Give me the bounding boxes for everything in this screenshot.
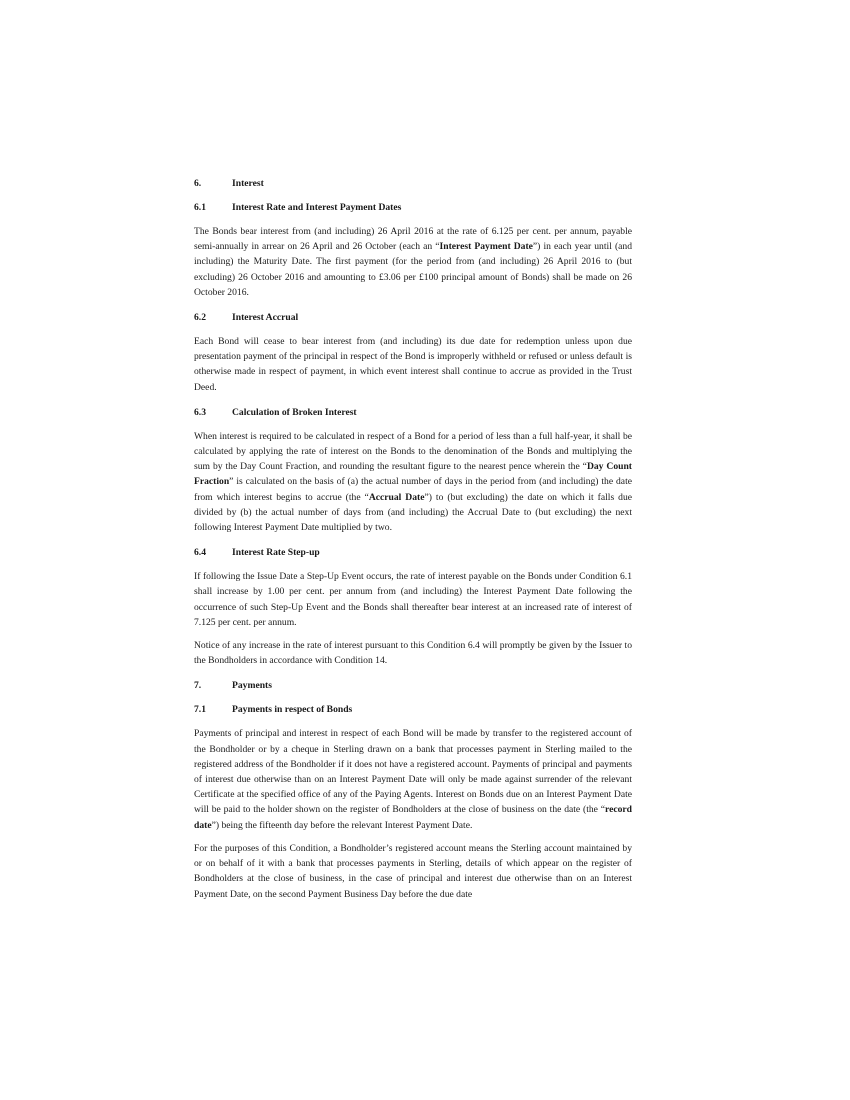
paragraph-text: ”) in each year until (and including) the Maturity Date. The first payment (for the period from (and including) 26 April 2016 to (but excluding) 26 October 2016 and amounting to £3.06 per £100 principal amount of Bonds) shall be made on 26 October 2016.	[194, 241, 632, 298]
section-7-1-heading	[194, 702, 632, 717]
section-6-1-heading	[194, 200, 632, 215]
paragraph-text: When interest is required to be calculated in respect of a Bond for a period of less than a full half-year, it shall be calculated by applying the rate of interest on the Bonds to the denomination of the Bonds and multiplying the sum by the Day Count Fraction, and rounding the resultant figure to the nearest pence wherein the “	[194, 430, 632, 473]
section-title: Interest	[232, 178, 264, 189]
section-6-4-paragraph-1: If following the Issue Date a Step-Up Event occurs, the rate of interest payable on the Bonds under Condition 6.1 shall increase by 1.00 per cent. per annum from (and including) the Interest Payment Date following the occurrence of such Step-Up Event and the Bonds shall thereafter bear interest at an increased rate of interest of 7.125 per cent. per annum.	[194, 571, 632, 628]
section-number: 7.	[194, 680, 202, 692]
section-6-heading	[194, 176, 632, 191]
paragraph-text: ” is calculated on the basis of (a) the actual number of days in the period from (and including) the date from which interest begins to accrue (the “	[194, 476, 632, 503]
section-title: Payments	[232, 680, 272, 692]
section-title: Calculation of Broken Interest	[232, 406, 357, 418]
section-title: Interest Accrual	[232, 312, 299, 324]
section-number: 6.2	[194, 312, 206, 324]
section-7-1-paragraph-2: For the purposes of this Condition, a Bondholder’s registered account means the Sterling account maintained by or on behalf of it with a bank that processes payments in Sterling, details of which appear on the register of Bondholders at the close of business, in the case of principal and interest due otherwise than on an Interest Payment Date, on the second Payment Business Day before the due date	[194, 842, 632, 900]
section-number: 7.1	[194, 704, 206, 716]
section-title: Interest Rate and Interest Payment Dates	[232, 202, 402, 213]
section-7-heading	[194, 678, 632, 693]
defined-term: record date	[194, 804, 632, 831]
section-6-4-heading	[194, 545, 632, 560]
section-title: Interest Rate Step-up	[232, 547, 320, 559]
section-7-1-paragraph-1	[194, 726, 632, 832]
section-6-2-heading	[194, 310, 632, 325]
section-6-1-paragraph	[194, 224, 632, 300]
section-number: 6.	[194, 178, 202, 189]
paragraph-text: ”) to (but excluding) the date on which it falls due divided by (b) the actual number of days from (and including) the Accrual Date to (but excluding) the next following Interest Payment Date multiplied by two.	[194, 491, 632, 534]
paragraph-text: Payments of principal and interest in respect of each Bond will be made by transfer to the registered account of the Bondholder or by a cheque in Sterling drawn on a bank that processes payment in Sterling mailed to the registered address of the Bondholder if it does not have a registered account. Payments of principal and payments of interest due otherwise than on an Interest Payment Date will only be made against surrender of the relevant Certificate at the specified office of any of the Paying Agents. Interest on Bonds due on an Interest Payment Date will be paid to the holder shown on the register of Bondholders at the close of business on the date (the “	[194, 728, 632, 816]
paragraph-text: ”) being the fifteenth day before the relevant Interest Payment Date.	[211, 819, 473, 831]
section-number: 6.4	[194, 547, 206, 559]
section-6-3-heading	[194, 405, 632, 420]
section-number: 6.3	[194, 406, 206, 418]
defined-term: Interest Payment Date	[439, 241, 533, 253]
section-number: 6.1	[194, 202, 206, 213]
section-6-3-paragraph	[194, 429, 632, 535]
defined-term: Day Count Fraction	[194, 461, 632, 488]
document-page	[194, 176, 632, 902]
section-6-2-paragraph: Each Bond will cease to bear interest from (and including) its due date for redemption unless upon due presentation payment of the principal in respect of the Bond is improperly withheld or refused or unless default is otherwise made in respect of payment, in which event interest shall continue to accrue as provided in the Trust Deed.	[194, 336, 632, 393]
section-title: Payments in respect of Bonds	[232, 704, 353, 716]
paragraph-text: The Bonds bear interest from (and including) 26 April 2016 at the rate of 6.125 per cent. per annum, payable semi-annually in arrear on 26 April and 26 October (each an “	[194, 226, 632, 253]
defined-term: Accrual Date	[368, 491, 425, 503]
section-6-4-paragraph-2: Notice of any increase in the rate of interest pursuant to this Condition 6.4 will promptly be given by the Issuer to the Bondholders in accordance with Condition 14.	[194, 640, 632, 667]
